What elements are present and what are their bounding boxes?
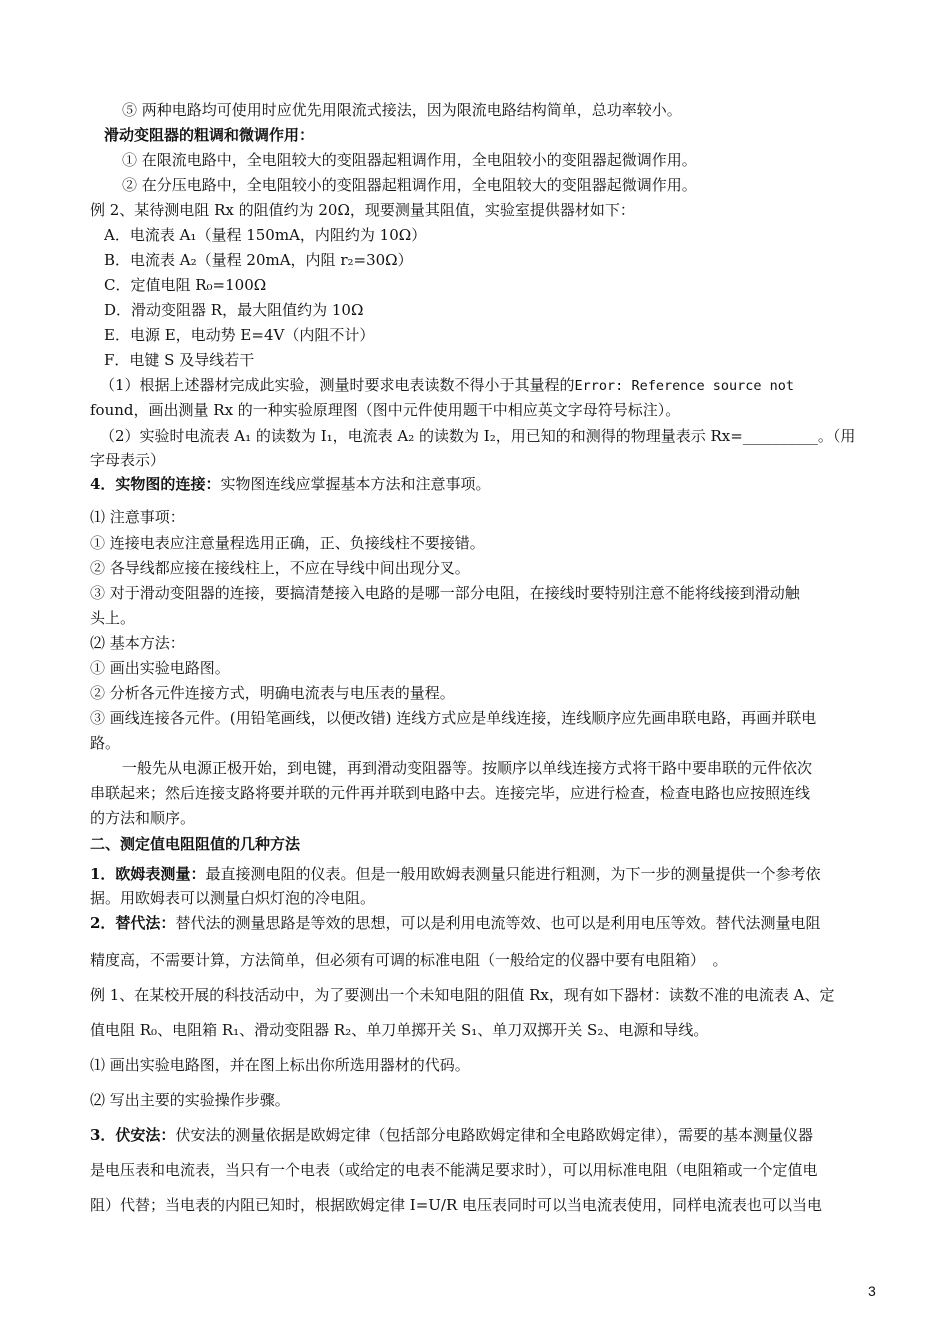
text-line: 例 1、在某校开展的科技活动中，为了要测出一个未知电阻的阻值 Rx，现有如下器材：读数不准的电流表 A、定 <box>90 986 835 1004</box>
text-line: ② 分析各元件连接方式，明确电流表与电压表的量程。 <box>90 684 455 702</box>
section-heading: 2．替代法： <box>90 914 176 932</box>
text-line: 4．实物图的连接：实物图连线应掌握基本方法和注意事项。 <box>90 475 491 493</box>
text-line: ⑤ 两种电路均可使用时应优先用限流式接法，因为限流电路结构简单，总功率较小。 <box>122 101 682 119</box>
text-line: ③ 画线连接各元件。(用铅笔画线，以便改错) 连线方式应是单线连接，连线顺序应先画串联电路，再画并联电 <box>90 709 817 727</box>
section-heading: 4．实物图的连接： <box>90 475 221 493</box>
text-line: ⑵ 基本方法： <box>90 634 185 652</box>
text-line: （2）实验时电流表 A₁ 的读数为 I₁，电流表 A₂ 的读数为 I₂，用已知的和测得的物理量表示 Rx=__________。（用 <box>100 427 856 445</box>
list-item: B．电流表 A₂（量程 20mA，内阻 r₂=30Ω） <box>104 251 413 269</box>
text-line: 串联起来；然后连接支路将要并联的元件再并联到电路中去。连接完毕，应进行检查，检查电路也应按照连线 <box>90 784 811 802</box>
section-heading: 1．欧姆表测量： <box>90 865 206 883</box>
text-line: ② 在分压电路中，全电阻较小的变阻器起粗调作用，全电阻较大的变阻器起微调作用。 <box>122 176 697 194</box>
text-line: ① 画出实验电路图。 <box>90 659 230 677</box>
list-item: D．滑动变阻器 R，最大阻值约为 10Ω <box>104 301 364 319</box>
text-line: 1．欧姆表测量：最直接测电阻的仪表。但是一般用欧姆表测量只能进行粗测，为下一步的测量提供一个参考依 <box>90 865 821 883</box>
error-reference: Error: Reference source not <box>574 378 794 394</box>
text-line: 字母表示） <box>90 451 166 469</box>
section-heading: 3．伏安法： <box>90 1126 176 1144</box>
list-item: C．定值电阻 R₀=100Ω <box>104 276 267 294</box>
list-item: A．电流表 A₁（量程 150mA，内阻约为 10Ω） <box>104 226 427 244</box>
list-item: E．电源 E，电动势 E=4V（内阻不计） <box>104 326 375 344</box>
text-line: 值电阻 R₀、电阻箱 R₁、滑动变阻器 R₂、单刀单掷开关 S₁、单刀双掷开关 S₂、电源和导线。 <box>90 1021 709 1039</box>
text-line: ① 在限流电路中，全电阻较大的变阻器起粗调作用，全电阻较小的变阻器起微调作用。 <box>122 151 697 169</box>
section-heading: 二、测定值电阻阻值的几种方法 <box>90 835 301 853</box>
text-line: ② 各导线都应接在接线柱上，不应在导线中间出现分叉。 <box>90 559 470 577</box>
text-line: 一般先从电源正极开始，到电键，再到滑动变阻器等。按顺序以单线连接方式将干路中要串联的元件依次 <box>122 759 813 777</box>
text-line: 头上。 <box>90 609 136 627</box>
text-line: ⑵ 写出主要的实验操作步骤。 <box>90 1091 290 1109</box>
text-line: 阻）代替；当电表的内阻已知时，根据欧姆定律 I=U/R 电压表同时可以当电流表使用，同样电流表也可以当电 <box>90 1196 823 1214</box>
text-line: 例 2、某待测电阻 Rx 的阻值约为 20Ω，现要测量其阻值，实验室提供器材如下： <box>90 201 635 219</box>
page-number: 3 <box>868 1283 876 1299</box>
question-text: （1）根据上述器材完成此实验，测量时要求电表读数不得小于其量程的 <box>100 376 575 394</box>
text-line: ① 连接电表应注意量程选用正确，正、负接线柱不要接错。 <box>90 534 485 552</box>
text-line <box>100 376 880 395</box>
text-line: ⑴ 画出实验电路图，并在图上标出你所选用器材的代码。 <box>90 1056 470 1074</box>
text-line: 路。 <box>90 734 121 752</box>
text-line: 2．替代法：替代法的测量思路是等效的思想，可以是利用电流等效、也可以是利用电压等效。替代法测量电阻 <box>90 914 821 932</box>
list-item: F．电键 S 及导线若干 <box>104 351 255 369</box>
section-heading: 滑动变阻器的粗调和微调作用： <box>104 126 315 144</box>
text-line: 据。用欧姆表可以测量白炽灯泡的冷电阻。 <box>90 889 376 907</box>
text-line: ⑴ 注意事项： <box>90 508 185 526</box>
text-line: found，画出测量 Rx 的一种实验原理图（图中元件使用题干中相应英文字母符号标注）。 <box>90 401 681 419</box>
text-line: 的方法和顺序。 <box>90 809 196 827</box>
text-line: 精度高，不需要计算，方法简单，但必须有可调的标准电阻（一般给定的仪器中要有电阻箱） 。 <box>90 951 728 969</box>
text-line: 是电压表和电流表，当只有一个电表（或给定的电表不能满足要求时），可以用标准电阻（电阻箱或一个定值电 <box>90 1161 818 1179</box>
text-line: 3．伏安法：伏安法的测量依据是欧姆定律（包括部分电路欧姆定律和全电路欧姆定律），需要的基本测量仪器 <box>90 1126 813 1144</box>
text-line: ③ 对于滑动变阻器的连接，要搞清楚接入电路的是哪一部分电阻，在接线时要特别注意不能将线接到滑动触 <box>90 584 800 602</box>
